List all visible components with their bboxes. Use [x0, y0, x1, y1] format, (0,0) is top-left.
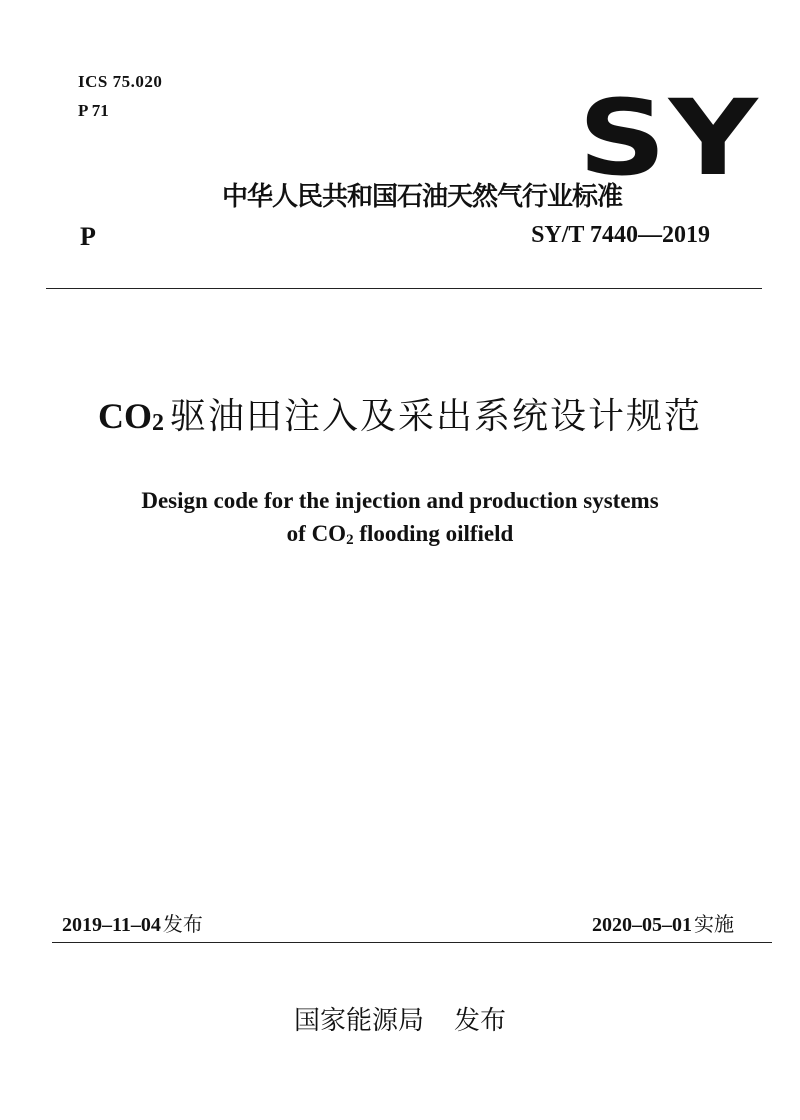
standard-organization: 中华人民共和国石油天然气行业标准: [222, 182, 623, 212]
bottom-divider: [52, 942, 772, 943]
title-english-after: flooding oilfield: [353, 521, 514, 546]
standard-number: SY/T 7440—2019: [531, 222, 710, 248]
implementation-label: 实施: [694, 912, 734, 936]
title-english-subscript: 2: [346, 532, 354, 548]
publisher-name: 国家能源局: [293, 1006, 424, 1036]
sy-logo: SY: [578, 77, 760, 199]
title-english: [0, 484, 800, 557]
title-chinese: [0, 388, 800, 439]
title-english-line-1: Design code for the injection and production systems: [141, 488, 659, 513]
implementation-date-line: [592, 908, 734, 937]
title-english-before: of CO: [286, 521, 347, 546]
standard-classification: P: [80, 222, 96, 251]
publisher-action: 发布: [454, 1006, 507, 1036]
issue-date-line: [62, 908, 203, 937]
issue-label: 发布: [162, 912, 203, 936]
title-chinese-subscript: 2: [151, 410, 164, 436]
ccs-code: P 71: [78, 101, 109, 120]
title-chinese-formula: CO: [97, 396, 152, 436]
ics-code: ICS 75.020: [78, 72, 163, 91]
publisher-line: [0, 1000, 800, 1037]
top-divider: [46, 288, 762, 289]
implementation-date: 2020–05–01: [592, 914, 692, 936]
title-chinese-text: 驱油田注入及采出系统设计规范: [169, 396, 702, 437]
title-english-line-2: [0, 517, 800, 557]
issue-date: 2019–11–04: [62, 914, 161, 936]
